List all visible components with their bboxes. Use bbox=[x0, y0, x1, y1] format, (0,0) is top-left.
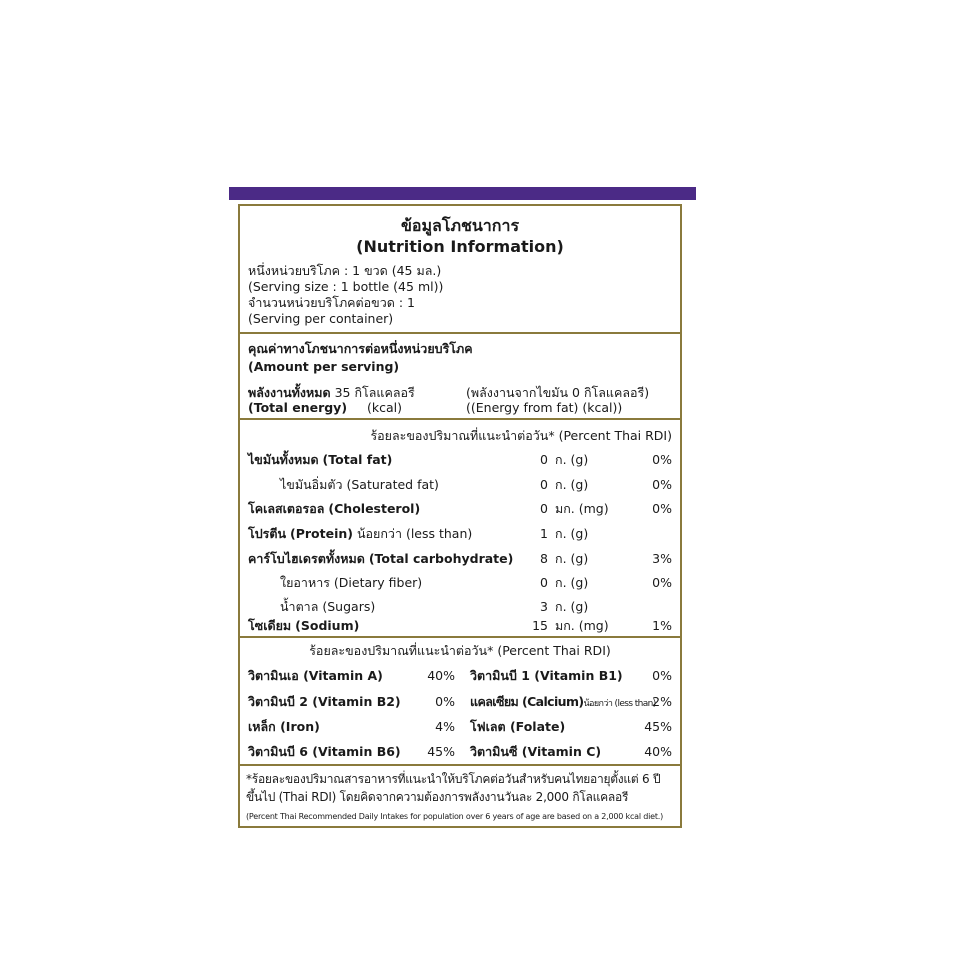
serving-size-english: (Serving size : 1 bottle (45 ml)) bbox=[248, 279, 444, 294]
nutrient-unit: มก. (mg) bbox=[555, 501, 609, 516]
footnote-line-2: ขึ้นไป (Thai RDI) โดยคิดจากความต้องการพลังงานวันละ 2,000 กิโลแคลอรี bbox=[246, 790, 629, 804]
nutrient-amount: 3 bbox=[540, 599, 548, 614]
nutrient-label-thai: โคเลสเตอรอล bbox=[248, 501, 325, 516]
serving-size-thai: หนึ่งหน่วยบริโภค : 1 ขวด (45 มล.) bbox=[248, 263, 442, 278]
nutrient-unit: มก. (mg) bbox=[555, 618, 609, 633]
vitamin-right-label: วิตามินซี (Vitamin C) bbox=[470, 744, 602, 759]
nutrient-unit: ก. (g) bbox=[555, 452, 589, 467]
title-thai: ข้อมูลโภชนาการ bbox=[400, 216, 520, 235]
nutrient-percent: 0% bbox=[652, 477, 672, 492]
nutrient-label-thai: ไขมันทั้งหมด bbox=[248, 452, 319, 467]
vitamins-rdi-heading: ร้อยละของปริมาณที่แนะนำต่อวัน* (Percent Thai RDI) bbox=[309, 643, 611, 658]
vitamin-left-label: วิตามินบี 6 (Vitamin B6) bbox=[248, 744, 401, 759]
nutrient-label bbox=[248, 551, 513, 566]
vitamin-right-value: 45% bbox=[644, 719, 672, 734]
total-energy-unit: (kcal) bbox=[367, 400, 402, 415]
servings-per-container-thai: จำนวนหน่วยบริโภคต่อขวด : 1 bbox=[248, 295, 415, 310]
nutrient-amount: 15 bbox=[532, 618, 548, 633]
nutrient-unit: ก. (g) bbox=[555, 551, 589, 566]
nutrient-label-thai: น้ำตาล bbox=[280, 599, 319, 614]
nutrient-label bbox=[280, 477, 439, 492]
rdi-heading: ร้อยละของปริมาณที่แนะนำต่อวัน* (Percent Thai RDI) bbox=[370, 428, 672, 443]
total-energy-english bbox=[248, 400, 347, 415]
nutrient-percent: 1% bbox=[652, 618, 672, 633]
nutrient-label bbox=[280, 599, 375, 614]
divider-vitamins bbox=[240, 636, 680, 638]
nutrient-label-thai: โปรตีน bbox=[248, 526, 287, 541]
nutrient-label-english: (Cholesterol) bbox=[328, 501, 421, 516]
vitamin-left-label: เหล็ก (Iron) bbox=[248, 719, 320, 734]
total-energy-thai bbox=[248, 385, 415, 400]
vitamin-right-value: 40% bbox=[644, 744, 672, 759]
vitamin-left-value: 0% bbox=[435, 694, 455, 709]
vitamin-right-name: แคลเซียม (Calcium) bbox=[470, 694, 584, 709]
vitamin-left-value: 40% bbox=[427, 668, 455, 683]
divider-amount bbox=[240, 332, 680, 334]
total-energy-label: พลังงานทั้งหมด bbox=[248, 385, 331, 400]
vitamin-right-qualifier: น้อยกว่า (less than) bbox=[583, 699, 656, 709]
nutrient-percent: 0% bbox=[652, 452, 672, 467]
fat-energy-thai: (พลังงานจากไขมัน 0 กิโลแคลอรี) bbox=[466, 385, 650, 400]
vitamin-left-label: วิตามินเอ (Vitamin A) bbox=[248, 668, 383, 683]
nutrient-label bbox=[248, 526, 472, 541]
nutrient-qualifier: น้อยกว่า (less than) bbox=[356, 526, 473, 541]
nutrient-percent: 0% bbox=[652, 575, 672, 590]
nutrient-label-thai: คาร์โบไฮเดรตทั้งหมด bbox=[248, 551, 365, 566]
footnote-line-3: (Percent Thai Recommended Daily Intakes for population over 6 years of age are based on a 2,000 kcal diet.) bbox=[246, 812, 664, 821]
vitamin-right-label: วิตามินบี 1 (Vitamin B1) bbox=[470, 668, 623, 683]
nutrient-label bbox=[248, 618, 359, 633]
nutrient-label bbox=[248, 452, 392, 467]
vitamin-left-value: 45% bbox=[427, 744, 455, 759]
nutrient-label-thai: ไขมันอิ่มตัว bbox=[280, 477, 343, 492]
fat-energy-english: ((Energy from fat) (kcal)) bbox=[466, 400, 623, 415]
divider-nutrients bbox=[240, 418, 680, 420]
nutrient-unit: ก. (g) bbox=[555, 526, 589, 541]
vitamin-right-value: 2% bbox=[652, 694, 672, 709]
nutrient-label-english: (Total fat) bbox=[322, 452, 393, 467]
nutrient-amount: 1 bbox=[540, 526, 548, 541]
nutrient-label-thai: ใยอาหาร bbox=[280, 575, 330, 590]
title-english: (Nutrition Information) bbox=[356, 237, 564, 256]
vitamin-left-value: 4% bbox=[435, 719, 455, 734]
total-energy-value: 35 กิโลแคลอรี bbox=[334, 385, 415, 400]
nutrient-label bbox=[280, 575, 422, 590]
total-energy-label-en: (Total energy) bbox=[248, 400, 348, 415]
nutrient-unit: ก. (g) bbox=[555, 477, 589, 492]
servings-per-container-english: (Serving per container) bbox=[248, 311, 394, 326]
purple-accent-bar bbox=[229, 187, 696, 200]
amount-heading-english: (Amount per serving) bbox=[248, 359, 400, 374]
vitamin-right-label: โฟเลต (Folate) bbox=[470, 719, 566, 734]
nutrient-amount: 0 bbox=[540, 575, 548, 590]
nutrient-amount: 0 bbox=[540, 501, 548, 516]
vitamin-right-label bbox=[470, 694, 656, 712]
nutrient-percent: 0% bbox=[652, 501, 672, 516]
nutrient-amount: 0 bbox=[540, 452, 548, 467]
nutrient-amount: 8 bbox=[540, 551, 548, 566]
nutrient-percent: 3% bbox=[652, 551, 672, 566]
nutrient-label-thai: โซเดียม bbox=[248, 618, 292, 633]
nutrient-label-english: (Sodium) bbox=[295, 618, 360, 633]
footnote-line-1: *ร้อยละของปริมาณสารอาหารที่แนะนำให้บริโภคต่อวันสำหรับคนไทยอายุตั้งแต่ 6 ปี bbox=[246, 772, 661, 786]
nutrient-label-english: (Saturated fat) bbox=[346, 477, 439, 492]
nutrient-label-english: (Sugars) bbox=[322, 599, 376, 614]
amount-heading-thai: คุณค่าทางโภชนาการต่อหนึ่งหน่วยบริโภค bbox=[248, 341, 473, 356]
nutrient-label-english: (Dietary fiber) bbox=[333, 575, 423, 590]
nutrient-label bbox=[248, 501, 420, 516]
vitamin-left-label: วิตามินบี 2 (Vitamin B2) bbox=[248, 694, 401, 709]
nutrient-unit: ก. (g) bbox=[555, 599, 589, 614]
nutrient-amount: 0 bbox=[540, 477, 548, 492]
vitamin-right-value: 0% bbox=[652, 668, 672, 683]
nutrient-label-english: (Total carbohydrate) bbox=[368, 551, 514, 566]
divider-footnote bbox=[240, 764, 680, 766]
nutrition-label bbox=[238, 204, 682, 828]
nutrient-unit: ก. (g) bbox=[555, 575, 589, 590]
nutrient-label-english: (Protein) bbox=[290, 526, 353, 541]
